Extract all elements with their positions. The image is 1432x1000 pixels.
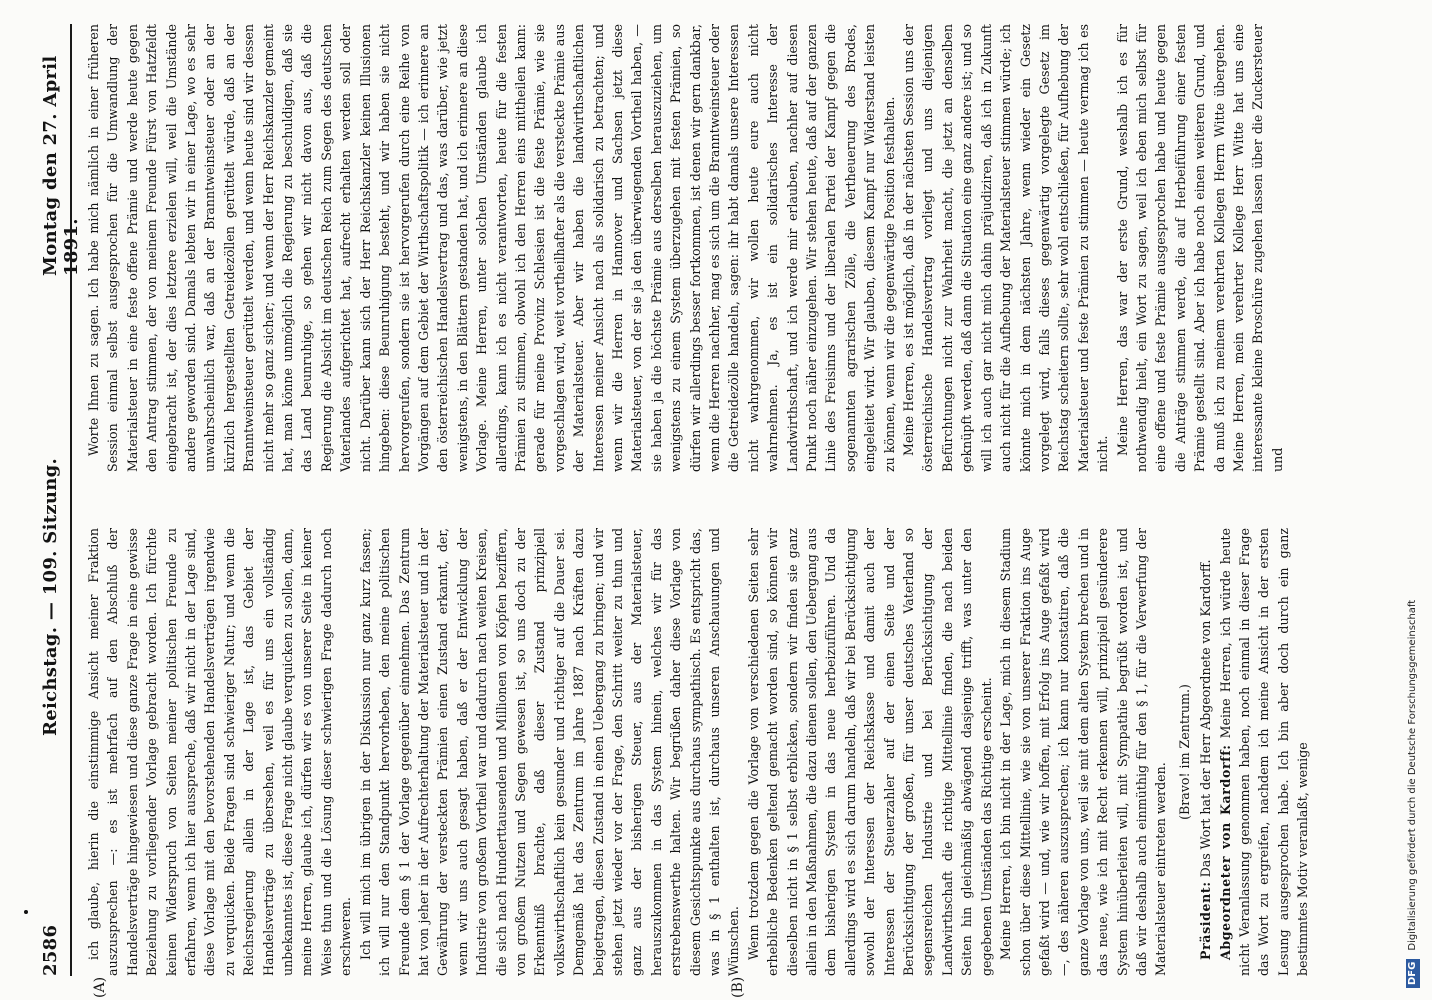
margin-marker-b: (B) <box>730 976 746 998</box>
session-title: Reichstag. — 109. Sitzung. <box>40 457 61 736</box>
right-column <box>84 24 1404 472</box>
credit-text: Digitalisierung gefördert durch die Deutsche Forschungsgemeinschaft <box>1407 599 1418 951</box>
paragraph: Meine Herren, ich bin nicht in der Lage, mich in diesem Stadium schon über diese Mittellinie, wie sie von unserer Fraktion ins Auge gefaßt wird — und, wie wir hoffen, mit Erfolg ins Auge gefaßt wird —, des näheren auszusprechen; ich kann nur konstatiren, daß die ganze Vorlage von uns, weil sie mit dem alten System brechen und in das neue, wie ich mit Recht erkennen will, prinzipiell gesünderere System hinüberleiten will, mit Sympathie begrüßt worden ist, und daß wir deshalb auch einmüthig für den § 1, für die Verwerfung der Materialsteuer eintreten werden. <box>998 528 1169 976</box>
speaker-label: Abgeordneter von Kardorff: <box>1217 744 1233 960</box>
speech-paragraph <box>1216 528 1313 976</box>
paragraph: Meine Herren, es ist möglich, daß in der nächsten Session uns der österreichische Handelsvertrag vorliegt und uns diejenigen Befürchtungen nicht zur Wahrheit macht, die jetzt an denselben geknüpft werden, daß dann die Situation eine ganz andere ist; und so will ich auch gar nicht mich dahin präjudiziren, daß ich in Zukunft auch nicht für die Aufhebung der Materialsteuer stimmen würde; ich könnte mich in dem nächsten Jahre, wenn wieder ein Gesetz vorgelegt wird, falls dieses gegenwärtig vorgelegte Gesetz im Reichstag scheitern sollte, sehr wohl entschließen, für Aufhebung der Materialsteuer und feste Prämien zu stimmen — heute vermag ich es nicht. <box>901 24 1111 472</box>
header-rule <box>70 24 72 976</box>
speech-text: Meine Herren, ich würde heute nicht Veranlassung genommen haben, noch einmal in dieser Frage das Wort zu ergreifen, nachdem ich meine Ansicht in der ersten Lesung ausgesprochen habe. Ich bin aber doch durch ein ganz bestimmtes Motiv veranlaßt, wenige <box>1217 528 1311 976</box>
margin-marker-a: (A) <box>92 976 108 998</box>
paragraph: Ich will mich im übrigen in der Diskussion nur ganz kurz fassen; ich will nur den Standpunkt hervorheben, den meine politischen Freunde dem § 1 der Vorlage gegenüber einnehmen. Das Zentrum hat von jeher in der Aufrechterhaltung der Materialsteuer und in der Gewährung der versteckten Prämien einen Zustand erkannt, der, wenn wir uns auch gesagt haben, daß er der Entwicklung der Industrie von großem Vortheil war und dadurch nach weiten Kreisen, die sich nach Hunderttausenden und Millionen von Köpfen beziffern, von großem Nutzen und Segen gewesen ist, so uns doch zu der Erkenntniß brachte, daß dieser Zustand prinzipiell volkswirthschaftlich kein gesunder und richtiger auf die Dauer sei. Demgemäß hat das Zentrum im Jahre 1887 nach Kräften dazu beigetragen, diesen Zustand in einen Uebergang zu bringen; und wir stehen jetzt wieder vor der Frage, den Schritt weiter zu thun und ganz aus der bisherigen Steuer, aus der Materialsteuer, herauszukommen in das System hinein, welches wir für das erstrebenswerthe halten. Wir begrüßen daher diese Vorlage von diesem Gesichtspunkte aus durchaus sympathisch. Es entspricht das, was in § 1 enthalten ist, durchaus unseren Anschauungen und Wünschen. <box>357 528 742 976</box>
running-header <box>40 24 82 976</box>
paragraph: Wenn trotzdem gegen die Vorlage von verschiedenen Seiten sehr erhebliche Bedenken geltend gemacht worden sind, so können wir dieselben nicht in § 1 selbst erblicken, sondern wir finden sie ganz allein in den Maßnahmen, die dazu dienen sollen, den Uebergang aus dem bisherigen System in das neue herbeizuführen. Und da allerdings wird es sich darum handeln, daß wir bei Berücksichtigung sowohl der Interessen der Reichskasse und damit auch der Interessen der Steuerzahler auf der einen Seite und der Berücksichtigung der großen, für unser deutsches Vaterland so segensreichen Industrie und bei Berücksichtigung der Landwirthschaft die richtige Mittellinie finden, die nach beiden Seiten hin gleichmäßig abwägend dasjenige trifft, was unter den gegebenen Umständen das Richtige erscheint. <box>745 528 994 976</box>
page-number: 2586 <box>40 924 61 976</box>
president-remark <box>1196 528 1215 976</box>
session-date: Montag den 27. April 1891. <box>40 55 82 276</box>
ink-dot <box>24 910 28 914</box>
digitization-credit <box>1400 12 1426 988</box>
speaker-label: Präsident: <box>1198 881 1214 960</box>
dfg-logo: DFG <box>1406 959 1420 988</box>
paragraph: ich glaube, hierin die einstimmige Ansicht meiner Fraktion auszusprechen —: es ist mehrfach auf den Abschluß der Handelsverträge hingewiesen und diese ganze Frage in eine gewisse Beziehung zu vorliegender Vorlage gebracht worden. Ich fürchte keinen Widerspruch von Seiten meiner politischen Freunde zu erfahren, wenn ich hier ausspreche, daß wir nicht in der Lage sind, diese Vorlage mit den bevorstehenden Handelsverträgen irgendwie zu verquicken. Beide Fragen sind schwieriger Natur; und wenn die Reichsregierung allein in der Lage ist, das Gebiet der Handelsverträge zu übersehen, weil es für uns ein vollständig unbekanntes ist, diese Frage nicht glaube verquicken zu sollen, dann, meine Herren, glaube ich, dürfen wir es von unserer Seite in keiner Weise thun und die Lösung dieser schwierigen Frage dadurch noch erschweren. <box>86 528 354 976</box>
left-column <box>84 528 1404 976</box>
paragraph: Worte Ihnen zu sagen. Ich habe mich nämlich in einer früheren Session einmal selbst ausgesprochen für die Umwandlung der Materialsteuer in eine feste offene Prämie und werde heute gegen den Antrag stimmen, der von meinem Freunde Fürst von Hatzfeldt eingebracht ist, der dies letztere erzielen will, weil die Umstände andere geworden sind. Damals lebten wir in einer Lage, wo es sehr unwahrscheinlich war, daß an der Branntweinsteuer oder an der kürzlich hergestellten Getreidezöllen gerüttelt würde, daß an der Branntweinsteuer gerüttelt werden, und wenn heute sind wir dessen nicht mehr so ganz sicher; und wenn der Herr Reichskanzler gemeint hat, man könne unmöglich die Regierung zu beschuldigen, daß sie das Land beunruhige, so gehen wir nicht davon aus, daß die Regierung die Absicht im deutschen Reich zum Segen des deutschen Vaterlandes aufgerichtet hat, aufrecht erhalten werden soll oder nicht. Darüber kann sich der Herr Reichskanzler keinen Illusionen hingeben: diese Beunruhigung besteht, und wir haben sie nicht hervorgerufen, sondern sie ist hervorgerufen durch eine Reihe von Vorgängen auf dem Gebiet der Wirthschaftspolitik — ich erinnere an den österreichischen Handelsvertrag und das, was darüber, wie jetzt wenigstens, in den Blättern gestanden hat, und ich erinnere an diese Vorlage. Meine Herren, unter solchen Umständen glaube ich allerdings, kann ich es nicht verantworten, heute für die festen Prämien zu stimmen, obwohl ich den Herren eins mittheilen kann: gerade für meine Provinz Schlesien ist die feste Prämie, wie sie vorgeschlagen wird, weit vortheilhafter als die versteckte Prämie aus der Materialsteuer. Aber wir haben die landwirthschaftlichen Interessen meiner Ansicht nach als solidarisch zu betrachten; und wenn wir die Herren in Hannover und Sachsen jetzt diese Materialsteuer, von der sie ja den überwiegenden Vortheil haben, — sie haben ja die höchste Prämie aus derselben herauszuziehen, um wenigstens zu einem System überzugehen mit festen Prämien, so dürfen wir allerdings besser fortkommen, ist denen wir gern dankbar, wenn die Herren nachher, mag es sich um die Branntweinsteuer oder die Getreidezölle handeln, sagen: ihr habt damals unsere Interessen nicht wahrgenommen, wir wollen heute eure auch nicht wahrnehmen. Ja, es ist ein solidarisches Interesse der Landwirthschaft, und ich werde mir erlauben, nachher auf diesen Punkt noch näher einzugehen. Wir stehen heute, daß auf der ganzen Linie des Freisinns und der liberalen Partei der Kampf gegen die sogenannten agrarischen Zölle, die Vertheuerung des Brodes, eingeleitet wird. Wir glauben, diesem Kampf nur Widerstand leisten zu können, wenn wir die gegenwärtige Position festhalten. <box>86 24 897 472</box>
applause-note: (Bravo! im Zentrum.) <box>1176 684 1192 820</box>
speech-text: Das Wort hat der Herr Abgeordnete von Kardorff. <box>1198 559 1214 878</box>
paragraph: Meine Herren, das war der erste Grund, weshalb ich es für nothwendig hielt, ein Wort zu sagen, weil ich eben mich selbst für eine offene und feste Prämie ausgesprochen habe und heute gegen die Anträge stimmen werde, die auf Herbeiführung einer festen Prämie gestellt sind. Aber ich habe noch einen weiteren Grund, und da muß ich zu meinem verehrten Kollegen Herrn Witte übergehen. Meine Herren, mein verehrter Kollege Herr Witte hat uns eine interessante kleine Broschüre zugehen lassen über die Zuckersteuer und <box>1114 24 1285 472</box>
